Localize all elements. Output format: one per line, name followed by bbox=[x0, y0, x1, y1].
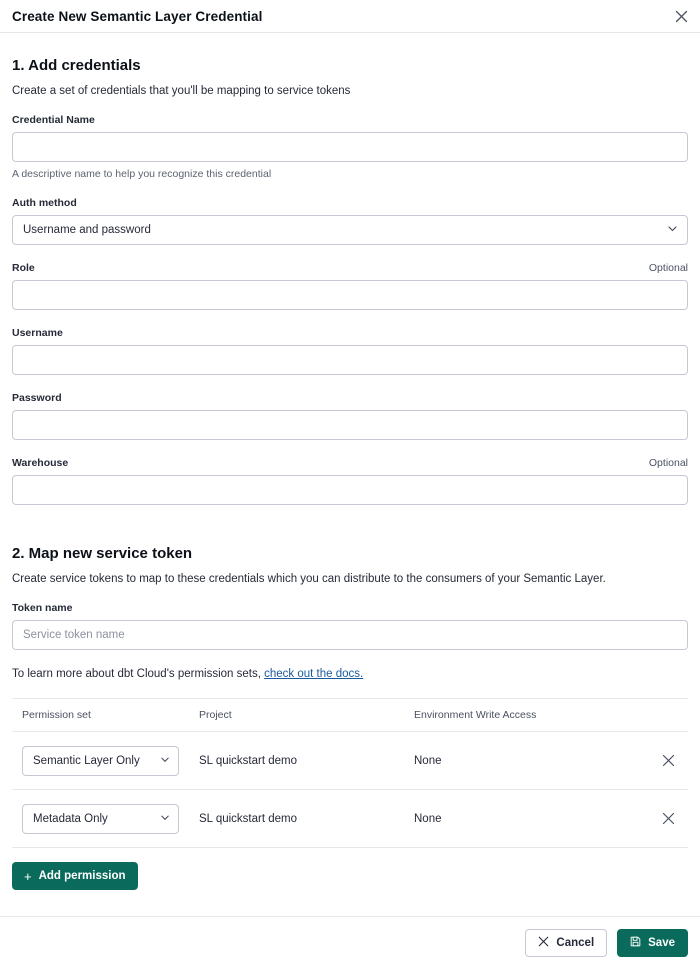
close-icon bbox=[538, 936, 549, 950]
password-label: Password bbox=[12, 392, 62, 404]
row-environment-write-access: None bbox=[414, 812, 442, 825]
section-token-description: Create service tokens to map to these credentials which you can distribute to the consumers of your Semantic Layer. bbox=[12, 573, 606, 585]
permission-set-select[interactable] bbox=[22, 804, 179, 834]
credential-name-label: Credential Name bbox=[12, 114, 95, 126]
field-auth-method bbox=[12, 197, 688, 245]
section-map-service-token bbox=[12, 505, 688, 890]
username-label: Username bbox=[12, 327, 63, 339]
token-name-label: Token name bbox=[12, 602, 73, 614]
save-label: Save bbox=[648, 936, 675, 949]
row-project: SL quickstart demo bbox=[199, 754, 298, 767]
modal-footer bbox=[0, 916, 700, 968]
password-input[interactable] bbox=[12, 410, 688, 440]
add-permission-button[interactable] bbox=[12, 862, 138, 890]
permission-set-select[interactable] bbox=[22, 746, 179, 776]
column-header-permission-set: Permission set bbox=[22, 709, 91, 721]
section-credentials-title: 1. Add credentials bbox=[12, 57, 141, 74]
row-project: SL quickstart demo bbox=[199, 812, 298, 825]
field-token-name bbox=[12, 602, 688, 650]
field-warehouse bbox=[12, 457, 688, 505]
section-credentials-description: Create a set of credentials that you'll be mapping to service tokens bbox=[12, 85, 351, 97]
credential-name-input[interactable] bbox=[12, 132, 688, 162]
remove-permission-icon[interactable] bbox=[657, 808, 679, 830]
field-username bbox=[12, 327, 688, 375]
add-permission-label: Add permission bbox=[38, 870, 126, 882]
floppy-disk-icon bbox=[630, 936, 641, 950]
permission-set-value: Metadata Only bbox=[33, 812, 108, 825]
chevron-down-icon bbox=[160, 812, 170, 825]
remove-permission-icon[interactable] bbox=[657, 750, 679, 772]
permission-set-value: Semantic Layer Only bbox=[33, 754, 140, 767]
role-label: Role bbox=[12, 262, 35, 274]
token-name-input[interactable] bbox=[12, 620, 688, 650]
credential-name-help: A descriptive name to help you recognize this credential bbox=[12, 168, 272, 180]
modal-header bbox=[0, 0, 700, 33]
table-row bbox=[12, 732, 688, 790]
auth-method-label: Auth method bbox=[12, 197, 77, 209]
warehouse-label: Warehouse bbox=[12, 457, 69, 469]
close-icon[interactable] bbox=[670, 5, 692, 27]
permissions-table bbox=[12, 698, 688, 848]
row-environment-write-access: None bbox=[414, 754, 442, 767]
page-title: Create New Semantic Layer Credential bbox=[12, 8, 263, 24]
username-input[interactable] bbox=[12, 345, 688, 375]
table-row bbox=[12, 790, 688, 848]
role-input[interactable] bbox=[12, 280, 688, 310]
column-header-environment-write-access: Environment Write Access bbox=[414, 709, 537, 721]
column-header-project: Project bbox=[199, 709, 232, 721]
auth-method-select[interactable] bbox=[12, 215, 688, 245]
modal-body bbox=[0, 33, 700, 916]
field-role bbox=[12, 262, 688, 310]
docs-note bbox=[12, 668, 688, 680]
cancel-label: Cancel bbox=[556, 936, 595, 949]
field-password bbox=[12, 392, 688, 440]
field-credential-name bbox=[12, 114, 688, 180]
section-add-credentials bbox=[12, 33, 688, 505]
role-optional-badge: Optional bbox=[648, 262, 688, 274]
docs-link[interactable]: check out the docs. bbox=[264, 668, 364, 680]
auth-method-value: Username and password bbox=[23, 224, 151, 236]
section-token-title: 2. Map new service token bbox=[12, 545, 193, 562]
cancel-button[interactable] bbox=[525, 929, 607, 957]
docs-note-text: To learn more about dbt Cloud's permission sets, bbox=[12, 668, 261, 680]
save-button[interactable] bbox=[617, 929, 688, 957]
warehouse-input[interactable] bbox=[12, 475, 688, 505]
chevron-down-icon bbox=[160, 754, 170, 767]
permissions-table-header bbox=[12, 699, 688, 732]
plus-icon: + bbox=[24, 868, 32, 884]
warehouse-optional-badge: Optional bbox=[648, 457, 688, 469]
